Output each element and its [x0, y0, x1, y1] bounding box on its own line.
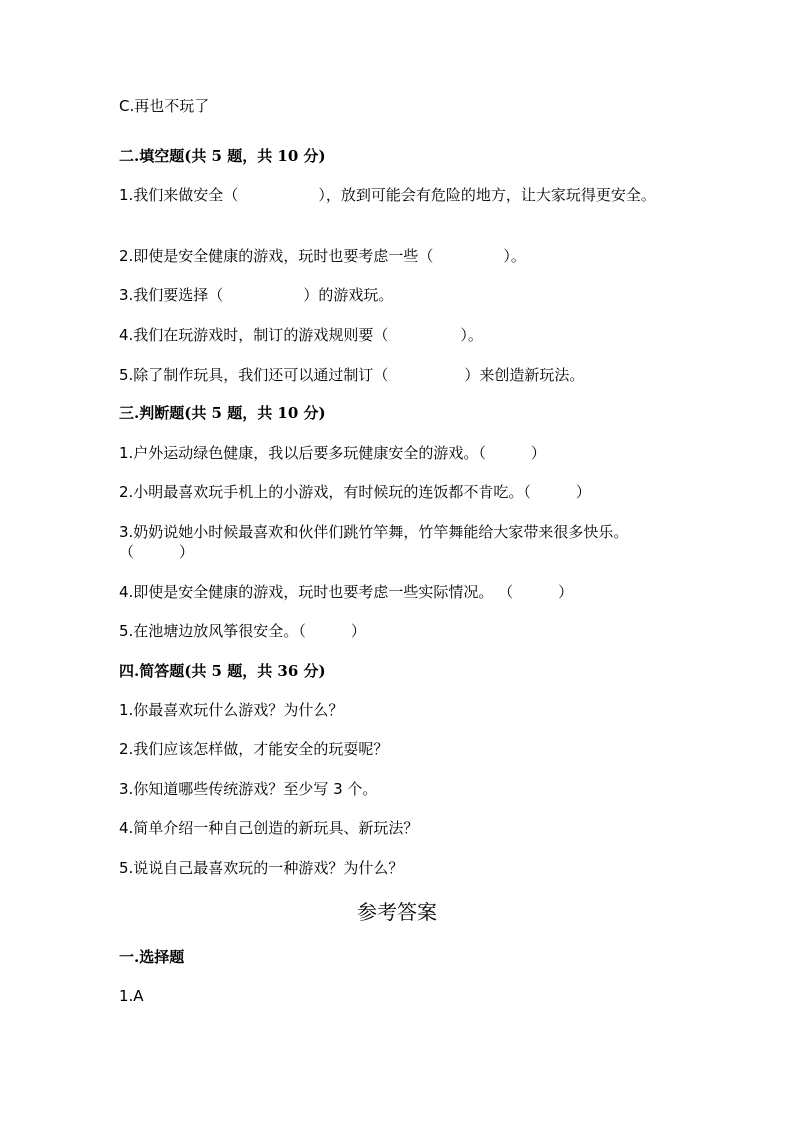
- fill-q2-text-before: 2.即使是安全健康的游戏，玩时也要考虑一些（: [119, 247, 434, 265]
- answer-item-1: 1.A: [119, 987, 144, 1005]
- fill-question-3: [119, 285, 393, 305]
- fill-q1-text-after: ），放到可能会有危险的地方，让大家玩得更安全。: [318, 186, 656, 204]
- judge-question-2: 2.小明最喜欢玩手机上的小游戏，有时候玩的连饭都不肯吃。（ ）: [119, 483, 591, 501]
- fill-q2-text-after: ）。: [503, 247, 526, 265]
- choice-option-c: C.再也不玩了: [119, 97, 210, 115]
- judge-question-1: 1.户外运动绿色健康，我以后要多玩健康安全的游戏。（ ）: [119, 444, 546, 462]
- short-question-1: 1.你最喜欢玩什么游戏？为什么？: [119, 701, 344, 719]
- short-question-4: 4.简单介绍一种自己创造的新玩具、新玩法？: [119, 819, 419, 837]
- fill-q1-text-before: 1.我们来做安全（: [119, 186, 239, 204]
- judge-heading: 三.判断题(共 5 题，共 10 分): [119, 404, 326, 422]
- fill-blank-heading: 二.填空题(共 5 题，共 10 分): [119, 147, 326, 165]
- fill-question-5: [119, 365, 584, 385]
- short-answer-heading: 四.简答题(共 5 题，共 36 分): [119, 662, 326, 680]
- short-question-3: 3.你知道哪些传统游戏？至少写 3 个。: [119, 780, 378, 798]
- fill-q5-text-after: ）来创造新玩法。: [464, 366, 585, 384]
- fill-q3-text-before: 3.我们要选择（: [119, 286, 224, 304]
- fill-question-1: [119, 185, 675, 205]
- fill-q4-text-after: ）。: [460, 326, 483, 344]
- fill-q5-text-before: 5.除了制作玩具，我们还可以通过制订（: [119, 366, 389, 384]
- judge-question-4: 4.即使是安全健康的游戏，玩时也要考虑一些实际情况。 （ ）: [119, 583, 574, 601]
- fill-q4-text-before: 4.我们在玩游戏时，制订的游戏规则要（: [119, 326, 389, 344]
- judge-question-5: 5.在池塘边放风筝很安全。（ ）: [119, 622, 366, 640]
- answer-section-heading: 一.选择题: [119, 948, 185, 966]
- fill-question-2: [119, 246, 526, 266]
- short-question-2: 2.我们应该怎样做，才能安全的玩耍呢？: [119, 740, 389, 758]
- short-question-5: 5.说说自己最喜欢玩的一种游戏？为什么？: [119, 859, 404, 877]
- answer-key-title: 参考答案: [357, 900, 437, 924]
- judge-question-3: 3.奶奶说她小时候最喜欢和伙伴们跳竹竿舞，竹竿舞能给大家带来很多快乐。（ ）: [119, 523, 629, 561]
- fill-q3-text-after: ）的游戏玩。: [303, 286, 394, 304]
- fill-question-4: [119, 325, 483, 345]
